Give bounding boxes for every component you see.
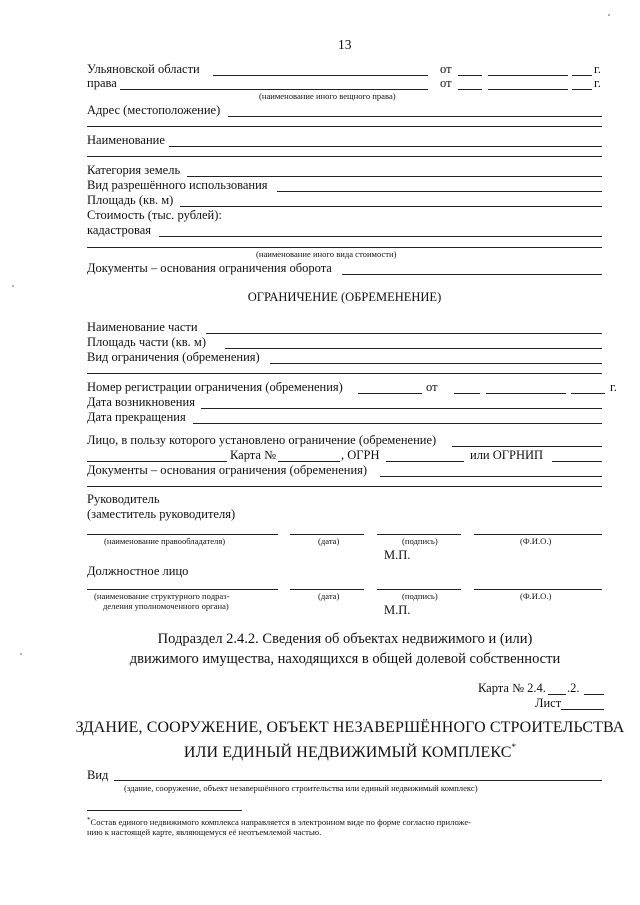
scan-speck — [20, 653, 22, 655]
official-fio-caption: (Ф.И.О.) — [520, 591, 552, 601]
date-month-line[interactable] — [488, 75, 568, 76]
official-sign-caption: (подпись) — [402, 591, 438, 601]
official-label: Должностное лицо — [87, 564, 189, 578]
official-fio-line[interactable] — [474, 589, 602, 590]
end-date-label: Дата прекращения — [87, 410, 186, 424]
stamp-place-1: М.П. — [384, 548, 411, 562]
kind-line[interactable] — [114, 780, 602, 781]
ogrn-label: , ОГРН — [341, 448, 380, 462]
part-name-line[interactable] — [206, 333, 602, 334]
head-date-caption: (дата) — [318, 536, 340, 546]
card-number-line[interactable] — [278, 461, 340, 462]
reg-month-line[interactable] — [486, 393, 566, 394]
cost-label: Стоимость (тыс. рублей): — [87, 208, 222, 222]
holder-line[interactable] — [87, 534, 278, 535]
cadastral-label: кадастровая — [87, 223, 152, 237]
name-label: Наименование — [87, 133, 165, 147]
ogrn-line[interactable] — [386, 461, 464, 462]
date-day-line[interactable] — [458, 75, 482, 76]
cost-other-line[interactable] — [87, 247, 602, 248]
person-line-2[interactable] — [87, 461, 227, 462]
date-year-line-2[interactable] — [572, 89, 592, 90]
building-title-1: ЗДАНИЕ, СООРУЖЕНИЕ, ОБЪЕКТ НЕЗАВЕРШЁННОГО СТРОИТЕЛЬСТВА — [75, 719, 625, 736]
reg-number-label: Номер регистрации ограничения (обременения) — [87, 380, 343, 394]
part-area-label: Площадь части (кв. м) — [87, 335, 206, 349]
building-title-2-text: ИЛИ ЕДИНЫЙ НЕДВИЖИМЫЙ КОМПЛЕКС — [183, 744, 512, 761]
person-label: Лицо, в пользу которого установлено ограничение (обременение) — [87, 433, 437, 447]
area-line[interactable] — [180, 206, 602, 207]
date-year-line[interactable] — [572, 75, 592, 76]
page-number: 13 — [338, 37, 352, 52]
right-caption: (наименование иного вещного права) — [259, 91, 396, 101]
restriction-type-line-2[interactable] — [87, 373, 602, 374]
right-label: права — [87, 76, 117, 90]
card-part-line[interactable] — [548, 694, 566, 695]
sheet-line[interactable] — [561, 709, 604, 710]
card-number-label: Карта № 2.4. — [478, 681, 546, 695]
start-date-line[interactable] — [201, 408, 602, 409]
head-sign-caption: (подпись) — [402, 536, 438, 546]
restriction-docs-line-2[interactable] — [87, 486, 602, 487]
cadastral-line[interactable] — [159, 236, 602, 237]
restriction-title: ОГРАНИЧЕНИЕ (ОБРЕМЕНЕНИЕ) — [247, 290, 442, 304]
part-name-label: Наименование части — [87, 320, 198, 334]
subsection-title-2: движимого имущества, находящихся в общей долевой собственности — [129, 651, 561, 667]
name-line-2[interactable] — [87, 156, 602, 157]
region-label: Ульяновской области — [87, 62, 200, 76]
ogrnip-label: или ОГРНИП — [470, 448, 544, 462]
restriction-type-line[interactable] — [270, 363, 602, 364]
address-line[interactable] — [228, 116, 602, 117]
year-suffix: г. — [594, 62, 601, 76]
reg-year-suffix: г. — [610, 380, 617, 394]
category-label: Категория земель — [87, 163, 181, 177]
footnote-line-1 — [87, 815, 471, 827]
scan-speck — [12, 285, 14, 287]
end-date-line[interactable] — [193, 423, 602, 424]
cost-caption: (наименование иного вида стоимости) — [256, 249, 397, 259]
stamp-place-2: М.П. — [384, 603, 411, 617]
name-line[interactable] — [169, 146, 602, 147]
ogrnip-line[interactable] — [552, 461, 602, 462]
footnote-separator — [87, 810, 242, 811]
official-date-line[interactable] — [290, 589, 364, 590]
head-sign-line[interactable] — [377, 534, 461, 535]
reg-date-from-label: от — [426, 380, 438, 394]
region-line[interactable] — [213, 75, 428, 76]
head-date-line[interactable] — [290, 534, 364, 535]
category-line[interactable] — [187, 176, 602, 177]
restriction-docs-label: Документы – основания ограничения (обременения) — [87, 463, 368, 477]
deputy-label: (заместитель руководителя) — [87, 507, 236, 521]
official-sign-line[interactable] — [377, 589, 461, 590]
reg-number-line[interactable] — [358, 393, 422, 394]
unit-line[interactable] — [87, 589, 278, 590]
unit-caption-1: (наименование структурного подраз- — [94, 591, 230, 601]
building-footnote-mark: * — [511, 742, 517, 752]
person-line[interactable] — [452, 446, 602, 447]
docs-label: Документы – основания ограничения оборота — [87, 261, 332, 275]
head-label: Руководитель — [87, 492, 160, 506]
date-from-label-2: от — [440, 76, 452, 90]
head-fio-line[interactable] — [474, 534, 602, 535]
start-date-label: Дата возникновения — [87, 395, 195, 409]
card-label: Карта № — [230, 448, 277, 462]
sheet-label: Лист — [535, 696, 562, 710]
date-month-line-2[interactable] — [488, 89, 568, 90]
official-date-caption: (дата) — [318, 591, 340, 601]
footnote-mark: * — [87, 816, 91, 824]
address-line-2[interactable] — [87, 126, 602, 127]
date-day-line-2[interactable] — [458, 89, 482, 90]
date-from-label: от — [440, 62, 452, 76]
use-label: Вид разрешённого использования — [87, 178, 268, 192]
head-fio-caption: (Ф.И.О.) — [520, 536, 552, 546]
scan-speck — [608, 14, 610, 16]
card-suffix-line[interactable] — [584, 694, 604, 695]
kind-label: Вид — [87, 768, 109, 782]
footnote-line-2: нию к настоящей карте, являющемуся её неотъемлемой частью. — [87, 827, 322, 837]
right-line[interactable] — [120, 89, 428, 90]
part-area-line[interactable] — [225, 348, 602, 349]
subsection-title-1: Подраздел 2.4.2. Сведения об объектах недвижимого и (или) — [157, 631, 533, 647]
reg-day-line[interactable] — [454, 393, 480, 394]
use-line[interactable] — [277, 191, 602, 192]
restriction-docs-line[interactable] — [380, 476, 602, 477]
footnote-text-1: Состав единого недвижимого комплекса направляется в электронном виде по форме согласно приложе- — [90, 817, 472, 827]
kind-caption: (здание, сооружение, объект незавершённого строительства или единый недвижимый комплекс) — [124, 783, 478, 793]
area-label: Площадь (кв. м) — [87, 193, 174, 207]
building-title-2 — [70, 738, 630, 762]
year-suffix-2: г. — [594, 76, 601, 90]
holder-caption: (наименование правообладателя) — [104, 536, 226, 546]
reg-year-line[interactable] — [571, 393, 605, 394]
restriction-type-label: Вид ограничения (обременения) — [87, 350, 260, 364]
unit-caption-2: деления уполномоченного органа) — [103, 601, 229, 611]
card-middle-label: .2. — [567, 681, 580, 695]
docs-line[interactable] — [342, 274, 602, 275]
address-label: Адрес (местоположение) — [87, 103, 221, 117]
